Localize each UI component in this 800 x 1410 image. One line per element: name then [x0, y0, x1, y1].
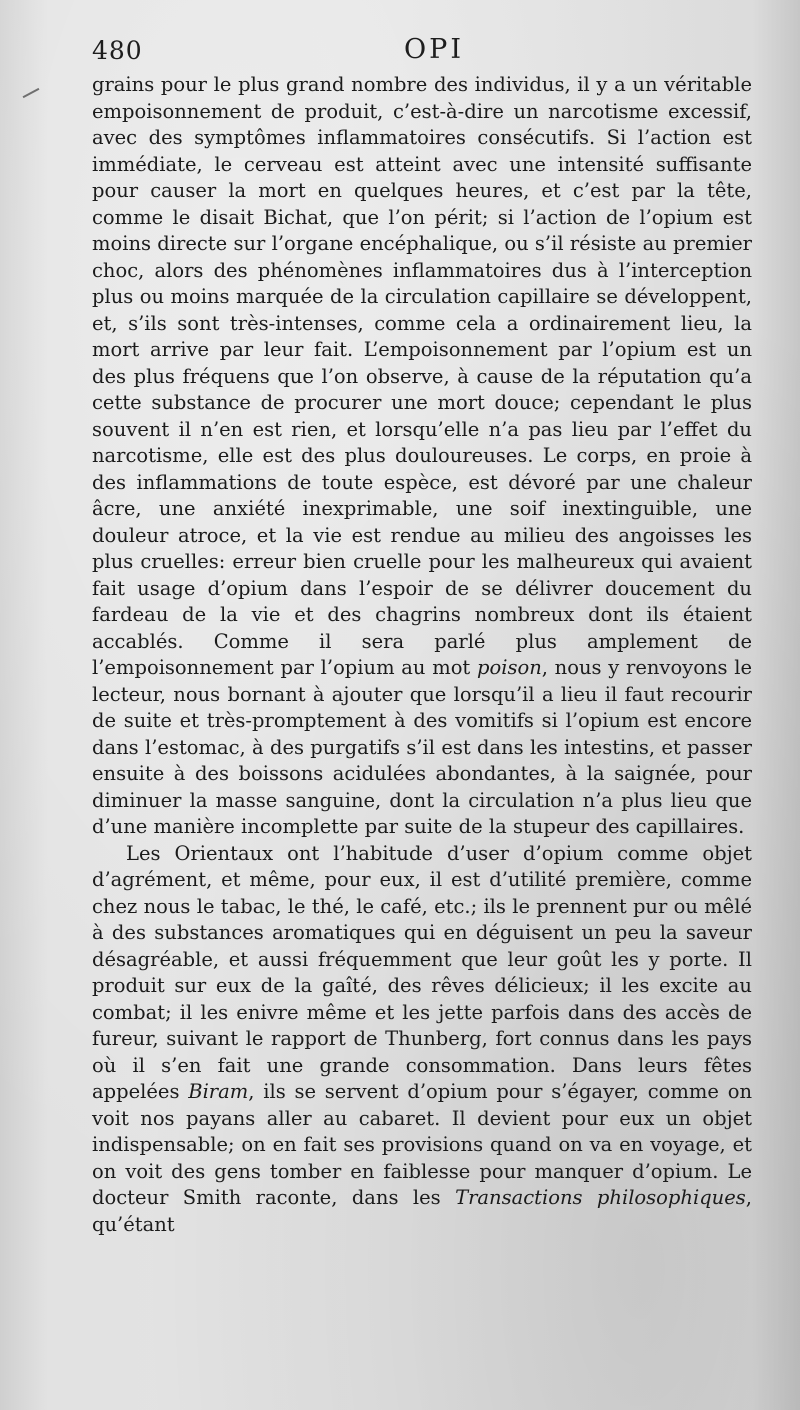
italic-term-transactions: Transactions philosophiques: [455, 1186, 746, 1209]
paragraph-2-text-b: , ils se servent d’opium pour s’égayer, comme on voit nos payans aller au cabaret. Il devient pour eux un objet indispensable; on en fait ses provisions quand on va en voyage, et on voit des gens tomber en faiblesse pour manquer d’opium. Le docteur Smith raconte, dans les: [92, 1080, 753, 1209]
margin-pencil-mark: [23, 88, 40, 98]
italic-term-poison: poison: [477, 656, 542, 679]
paragraph-2: [92, 841, 752, 1239]
body-text: [92, 72, 752, 1238]
paragraph-2-text-a: Les Orientaux ont l’habitude d’user d’opium comme objet d’agrément, et même, pour eux, il est d’utilité première, comme chez nous le tabac, le thé, le café, etc.; ils le prennent pur ou mêlé à des substances aromatiques qui en déguisent un peu la saveur désagréable, et aussi fréquemment que leur goût les y porte. Il produit sur eux de la gaîté, des rêves délicieux; il les excite au combat; il les enivre même et les jette parfois dans des accès de fureur, suivant le rapport de Thunberg, fort connus dans les pays où il s’en fait une grande consommation. Dans leurs fêtes appelées: [92, 841, 752, 1103]
page-header: [92, 34, 752, 68]
paragraph-2-text-c: , qu’étant: [92, 1186, 752, 1236]
paragraph-1-text-a: grains pour le plus grand nombre des individus, il y a un véritable empoisonnement de produit, c’est-à-dire un narcotisme excessif, avec des symptômes inflammatoires consécutifs. Si l’action est immédiate, le cerveau est atteint avec une intensité suffisante pour causer la mort en quelques heures, et c’est par la tête, comme le disait Bichat, que l’on périt; si l’action de l’opium est moins directe sur l’organe encéphalique, ou s’il résiste au premier choc, alors des phénomènes inflammatoires dus à l’interception plus ou moins marquée de la circulation capillaire se développent, et, s’ils sont très-intenses, comme cela a ordinairement lieu, la mort arrive par leur fait. L’empoisonnement par l’opium est un des plus fréquens que l’on observe, à cause de la réputation qu’a cette substance de procurer une mort douce; cependant le plus souvent il n’en est rien, et lorsqu’elle n’a pas lieu par l’effet du narcotisme, elle est des plus douloureuses. Le corps, en proie à des inflammations de toute espèce, est dévoré par une chaleur âcre, une anxiété inexprimable, une soif inextinguible, une douleur atroce, et la vie est rendue au milieu des angoisses les plus cruelles: erreur bien cruelle pour les malheureux qui avaient fait usage d’opium dans l’espoir de se délivrer doucement du fardeau de la vie et des chagrins nombreux dont ils étaient accablés. Comme il sera parlé plus amplement de l’empoisonnement par l’opium au mot: [92, 73, 752, 679]
italic-term-biram: Biram: [188, 1080, 249, 1103]
paragraph-1-text-b: , nous y renvoyons le lecteur, nous bornant à ajouter que lorsqu’il a lieu il faut recourir de suite et très-promptement à des vomitifs si l’opium est encore dans l’estomac, à des purgatifs s’il est dans les intestins, et passer ensuite à des boissons acidulées abondantes, à la saignée, pour diminuer la masse sanguine, dont la circulation n’a plus lieu que d’une manière incomplette par suite de la stupeur des capillaires.: [92, 656, 753, 838]
running-head: OPI: [404, 34, 464, 65]
paragraph-1: [92, 72, 752, 841]
page-number: 480: [92, 36, 143, 65]
